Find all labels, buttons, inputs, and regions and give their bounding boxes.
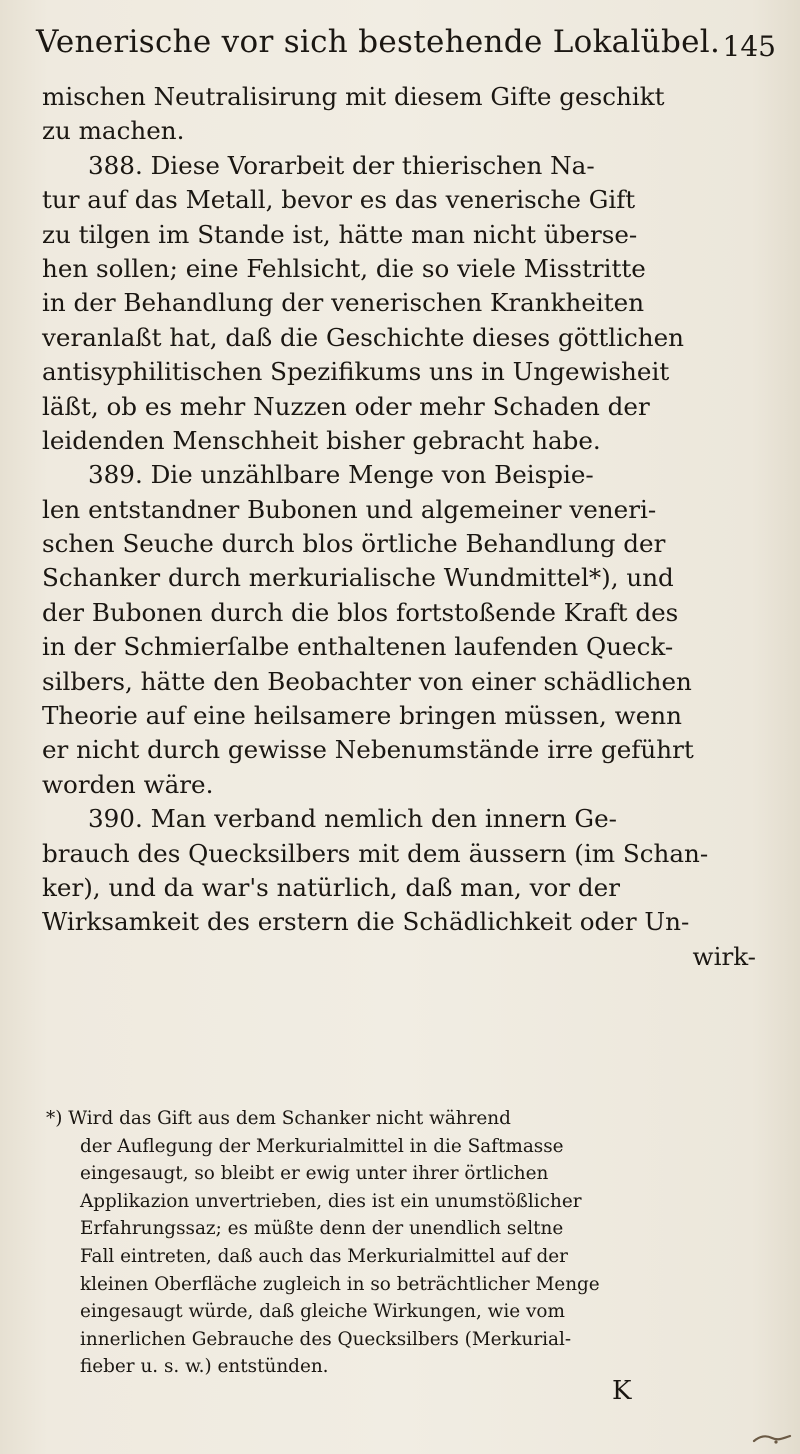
paragraph-390-start: 390. Man verband nemlich den innern Ge- [88, 804, 617, 834]
footnote-line: *) Wird das Gift aus dem Schanker nicht während [46, 1108, 511, 1129]
footnote-line: innerlichen Gebrauche des Quecksilbers (Merkurial- [80, 1328, 572, 1350]
text-line: Schanker durch merkurialische Wundmittel*), und [42, 563, 674, 593]
footnote-line: fieber u. s. w.) entstünden. [80, 1356, 329, 1378]
footnote [46, 1105, 770, 1381]
text-line: silbers, hätte den Beobachter von einer schädlichen [42, 666, 692, 696]
ink-smudge-icon [752, 1432, 792, 1446]
signature-mark: K [612, 1376, 632, 1406]
text-line: in der Schmierſalbe enthaltenen laufenden Queck- [42, 632, 674, 662]
text-line: in der Behandlung der venerischen Krankheiten [42, 288, 645, 318]
text-line: veranlaßt hat, daß die Geschichte dieses göttlichen [42, 322, 685, 352]
footnote-line: der Auflegung der Merkurialmittel in die Saftmasse [80, 1135, 564, 1157]
text-line: mischen Neutralisirung mit diesem Gifte geschikt [42, 82, 665, 111]
text-line: zu machen. [42, 116, 185, 146]
text-line: hen sollen; eine Fehlsicht, die so viele Misstritte [42, 253, 646, 283]
text-line: Theorie auf eine heilsamere bringen müssen, wenn [42, 701, 682, 731]
text-line: ker), und da war's natürlich, daß man, vor der [42, 872, 620, 902]
footnote-line: Fall eintreten, daß auch das Merkurialmittel auf der [80, 1245, 568, 1267]
footnote-line: kleinen Oberfläche zugleich in so beträchtlicher Menge [80, 1273, 600, 1295]
text-line: tur auf das Metall, bevor es das venerische Gift [42, 185, 636, 215]
text-line: len entstandner Bubonen und algemeiner veneri- [42, 494, 657, 524]
footnote-line: Applikazion unvertrieben, dies ist ein unumstößlicher [80, 1190, 582, 1212]
footnote-line: eingesaugt, so bleibt er ewig unter ihrer örtlichen [80, 1163, 549, 1185]
text-line: worden wäre. [42, 769, 214, 799]
text-line: brauch des Quecksilbers mit dem äussern (im Schan- [42, 838, 709, 868]
text-line: leidenden Menschheit bisher gebracht habe. [42, 425, 601, 455]
footnote-line: eingesaugt würde, daß gleiche Wirkungen, wie vom [80, 1301, 565, 1323]
text-line: läßt, ob es mehr Nuzzen oder mehr Schaden der [42, 391, 650, 421]
running-head: Venerische vor sich bestehende Lokalübel. [36, 24, 721, 60]
text-line: antisyphilitischen Spezifikums uns in Ungewisheit [42, 357, 670, 387]
text-line: er nicht durch gewisse Nebenumstände irre geführt [42, 735, 694, 765]
text-line: Wirksamkeit des erstern die Schädlichkeit oder Un- [42, 907, 690, 937]
paragraph-388-start: 388. Diese Vorarbeit der thierischen Na- [88, 150, 595, 180]
body-text [42, 80, 770, 974]
text-line: schen Seuche durch blos örtliche Behandlung der [42, 529, 666, 559]
text-line: der Bubonen durch die blos fortstoßende Kraft des [42, 597, 679, 627]
text-line: zu tilgen im Stande ist, hätte man nicht überse- [42, 219, 638, 249]
paragraph-389-start: 389. Die unzählbare Menge von Beispie- [88, 460, 594, 490]
page-number: 145 [722, 30, 776, 63]
page-header [36, 14, 776, 70]
footnote-line: Erfahrungssaz; es müßte denn der unendlich seltne [80, 1218, 564, 1240]
catchword: wirk- [692, 941, 756, 971]
